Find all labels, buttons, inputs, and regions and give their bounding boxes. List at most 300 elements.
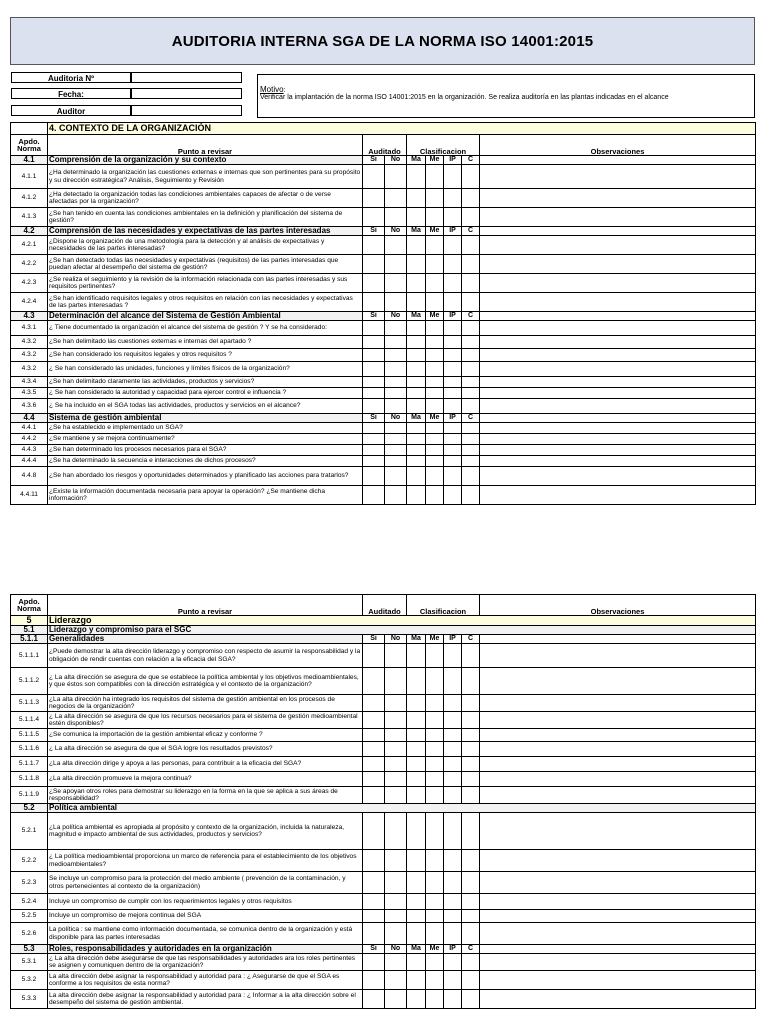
- section-title: Comprensión de las necesidades y expectativas de las partes interesadas: [48, 227, 363, 236]
- check-me[interactable]: [426, 362, 444, 377]
- check-ma[interactable]: [407, 712, 426, 729]
- check-me[interactable]: [426, 910, 444, 923]
- check-si[interactable]: [363, 165, 385, 189]
- check-si[interactable]: [363, 423, 385, 434]
- check-c[interactable]: [462, 668, 480, 695]
- check-c[interactable]: [462, 293, 480, 312]
- check-ip[interactable]: [444, 757, 462, 772]
- check-ip[interactable]: [444, 644, 462, 668]
- check-me[interactable]: [426, 208, 444, 227]
- check-c[interactable]: [462, 910, 480, 923]
- check-ma[interactable]: [407, 894, 426, 910]
- check-no[interactable]: [385, 772, 407, 787]
- observaciones-cell[interactable]: [480, 377, 756, 388]
- check-no[interactable]: [385, 695, 407, 712]
- check-me[interactable]: [426, 423, 444, 434]
- check-si[interactable]: [363, 321, 385, 336]
- check-c[interactable]: [462, 434, 480, 445]
- observaciones-cell[interactable]: [480, 274, 756, 293]
- observaciones-cell[interactable]: [480, 712, 756, 729]
- check-si[interactable]: [363, 255, 385, 274]
- check-ma[interactable]: [407, 388, 426, 399]
- check-ma[interactable]: [407, 321, 426, 336]
- check-ip[interactable]: [444, 456, 462, 467]
- check-si[interactable]: [363, 729, 385, 742]
- check-ma[interactable]: [407, 772, 426, 787]
- check-c[interactable]: [462, 399, 480, 414]
- check-ma[interactable]: [407, 467, 426, 486]
- check-no[interactable]: [385, 445, 407, 456]
- check-ma[interactable]: [407, 399, 426, 414]
- check-me[interactable]: [426, 872, 444, 894]
- observaciones-cell[interactable]: [480, 772, 756, 787]
- check-ip[interactable]: [444, 321, 462, 336]
- check-si[interactable]: [363, 910, 385, 923]
- check-c[interactable]: [462, 894, 480, 910]
- auditoria-field[interactable]: [131, 72, 242, 83]
- check-ma[interactable]: [407, 695, 426, 712]
- check-ip[interactable]: [444, 729, 462, 742]
- check-ma[interactable]: [407, 236, 426, 255]
- check-ip[interactable]: [444, 293, 462, 312]
- check-me[interactable]: [426, 274, 444, 293]
- observaciones-cell[interactable]: [480, 336, 756, 349]
- check-si[interactable]: [363, 486, 385, 505]
- check-me[interactable]: [426, 644, 444, 668]
- question-text: ¿Se comunica la importación de la gestión ambiental eficaz y conforme ?: [48, 729, 363, 742]
- observaciones-cell[interactable]: [480, 165, 756, 189]
- check-si[interactable]: [363, 236, 385, 255]
- check-c[interactable]: [462, 850, 480, 872]
- check-ip[interactable]: [444, 787, 462, 804]
- check-me[interactable]: [426, 695, 444, 712]
- check-ma[interactable]: [407, 434, 426, 445]
- check-me[interactable]: [426, 321, 444, 336]
- question-text: ¿Ha determinado la organización las cuestiones externas e internas que son pertinentes para su propósito y su dirección estratégica? Análisis, Seguimiento y Revisión: [48, 165, 363, 189]
- check-me[interactable]: [426, 712, 444, 729]
- check-no[interactable]: [385, 189, 407, 208]
- check-ip[interactable]: [444, 486, 462, 505]
- check-me[interactable]: [426, 445, 444, 456]
- check-me[interactable]: [426, 757, 444, 772]
- check-ip[interactable]: [444, 850, 462, 872]
- check-me[interactable]: [426, 189, 444, 208]
- check-me[interactable]: [426, 729, 444, 742]
- observaciones-cell[interactable]: [480, 872, 756, 894]
- check-si[interactable]: [363, 894, 385, 910]
- apdo-code: 5.2.3: [11, 872, 48, 894]
- check-me[interactable]: [426, 255, 444, 274]
- check-c[interactable]: [462, 236, 480, 255]
- check-ma[interactable]: [407, 923, 426, 945]
- check-si[interactable]: [363, 742, 385, 757]
- checklist-row: [11, 336, 756, 349]
- check-si[interactable]: [363, 787, 385, 804]
- check-c[interactable]: [462, 388, 480, 399]
- apdo-code: 5.2.6: [11, 923, 48, 945]
- check-si[interactable]: [363, 467, 385, 486]
- check-no[interactable]: [385, 850, 407, 872]
- check-c[interactable]: [462, 255, 480, 274]
- check-ma[interactable]: [407, 165, 426, 189]
- check-c[interactable]: [462, 445, 480, 456]
- col-c-label: C: [462, 312, 480, 321]
- observaciones-cell[interactable]: [480, 189, 756, 208]
- check-ma[interactable]: [407, 757, 426, 772]
- check-si[interactable]: [363, 757, 385, 772]
- check-no[interactable]: [385, 644, 407, 668]
- check-si[interactable]: [363, 772, 385, 787]
- check-c[interactable]: [462, 486, 480, 505]
- check-ip[interactable]: [444, 668, 462, 695]
- check-ip[interactable]: [444, 772, 462, 787]
- check-ip[interactable]: [444, 712, 462, 729]
- check-si[interactable]: [363, 336, 385, 349]
- check-ma[interactable]: [407, 456, 426, 467]
- check-ip[interactable]: [444, 208, 462, 227]
- check-no[interactable]: [385, 894, 407, 910]
- observaciones-cell[interactable]: [480, 644, 756, 668]
- check-ma[interactable]: [407, 349, 426, 362]
- observaciones-cell[interactable]: [480, 255, 756, 274]
- check-no[interactable]: [385, 362, 407, 377]
- check-c[interactable]: [462, 971, 480, 990]
- check-ma[interactable]: [407, 729, 426, 742]
- check-ip[interactable]: [444, 695, 462, 712]
- observaciones-cell[interactable]: [480, 486, 756, 505]
- observaciones-cell[interactable]: [480, 910, 756, 923]
- check-no[interactable]: [385, 321, 407, 336]
- check-c[interactable]: [462, 377, 480, 388]
- check-ma[interactable]: [407, 971, 426, 990]
- apdo-code: 5.2.1: [11, 813, 48, 850]
- check-c[interactable]: [462, 729, 480, 742]
- observaciones-cell[interactable]: [480, 971, 756, 990]
- check-si[interactable]: [363, 813, 385, 850]
- check-ip[interactable]: [444, 377, 462, 388]
- check-no[interactable]: [385, 434, 407, 445]
- apdo-code: 4.2.4: [11, 293, 48, 312]
- check-ma[interactable]: [407, 872, 426, 894]
- checklist-row: [11, 712, 756, 729]
- check-me[interactable]: [426, 336, 444, 349]
- check-ma[interactable]: [407, 255, 426, 274]
- observaciones-cell[interactable]: [480, 757, 756, 772]
- question-text: La alta dirección debe asignar la responsabilidad y autoridad para : ¿ Informar a la alta dirección sobre el desempeño del sistema de gestión ambiental.: [48, 990, 363, 1009]
- check-me[interactable]: [426, 813, 444, 850]
- check-ip[interactable]: [444, 813, 462, 850]
- observaciones-cell[interactable]: [480, 445, 756, 456]
- check-me[interactable]: [426, 236, 444, 255]
- check-me[interactable]: [426, 349, 444, 362]
- check-si[interactable]: [363, 971, 385, 990]
- check-me[interactable]: [426, 742, 444, 757]
- check-c[interactable]: [462, 423, 480, 434]
- check-no[interactable]: [385, 910, 407, 923]
- check-ma[interactable]: [407, 850, 426, 872]
- check-si[interactable]: [363, 990, 385, 1009]
- check-no[interactable]: [385, 990, 407, 1009]
- check-ip[interactable]: [444, 399, 462, 414]
- check-si[interactable]: [363, 189, 385, 208]
- observaciones-cell[interactable]: [480, 349, 756, 362]
- question-text: ¿ La política medioambiental proporciona un marco de referencia para el establecimiento de los objetivos medioambientales?: [48, 850, 363, 872]
- check-me[interactable]: [426, 434, 444, 445]
- check-c[interactable]: [462, 872, 480, 894]
- check-ma[interactable]: [407, 362, 426, 377]
- check-no[interactable]: [385, 872, 407, 894]
- check-si[interactable]: [363, 362, 385, 377]
- check-si[interactable]: [363, 668, 385, 695]
- check-c[interactable]: [462, 274, 480, 293]
- observaciones-cell[interactable]: [480, 467, 756, 486]
- check-c[interactable]: [462, 772, 480, 787]
- observaciones-cell[interactable]: [480, 787, 756, 804]
- observaciones-cell[interactable]: [480, 668, 756, 695]
- section-header-row: [11, 156, 756, 165]
- check-ip[interactable]: [444, 189, 462, 208]
- check-me[interactable]: [426, 990, 444, 1009]
- question-text: ¿ Se han considerado las unidades, funciones y límites físicos de la organización?: [48, 362, 363, 377]
- check-ip[interactable]: [444, 954, 462, 971]
- check-ip[interactable]: [444, 274, 462, 293]
- check-ip[interactable]: [444, 445, 462, 456]
- check-ma[interactable]: [407, 293, 426, 312]
- check-c[interactable]: [462, 165, 480, 189]
- observaciones-cell[interactable]: [480, 236, 756, 255]
- check-me[interactable]: [426, 772, 444, 787]
- check-ip[interactable]: [444, 349, 462, 362]
- check-c[interactable]: [462, 712, 480, 729]
- check-ip[interactable]: [444, 742, 462, 757]
- check-me[interactable]: [426, 399, 444, 414]
- check-no[interactable]: [385, 813, 407, 850]
- check-me[interactable]: [426, 787, 444, 804]
- check-no[interactable]: [385, 236, 407, 255]
- check-me[interactable]: [426, 894, 444, 910]
- check-no[interactable]: [385, 388, 407, 399]
- check-no[interactable]: [385, 165, 407, 189]
- check-ip[interactable]: [444, 872, 462, 894]
- check-no[interactable]: [385, 255, 407, 274]
- check-c[interactable]: [462, 695, 480, 712]
- check-no[interactable]: [385, 954, 407, 971]
- check-no[interactable]: [385, 349, 407, 362]
- observaciones-cell[interactable]: [480, 954, 756, 971]
- check-c[interactable]: [462, 208, 480, 227]
- check-ip[interactable]: [444, 362, 462, 377]
- fecha-field[interactable]: [131, 88, 242, 99]
- check-me[interactable]: [426, 388, 444, 399]
- check-si[interactable]: [363, 872, 385, 894]
- check-ma[interactable]: [407, 990, 426, 1009]
- check-si[interactable]: [363, 695, 385, 712]
- section-observaciones: [480, 227, 756, 236]
- check-no[interactable]: [385, 423, 407, 434]
- check-si[interactable]: [363, 388, 385, 399]
- check-ip[interactable]: [444, 434, 462, 445]
- check-c[interactable]: [462, 456, 480, 467]
- check-no[interactable]: [385, 923, 407, 945]
- check-ma[interactable]: [407, 377, 426, 388]
- check-ip[interactable]: [444, 423, 462, 434]
- check-ma[interactable]: [407, 189, 426, 208]
- check-si[interactable]: [363, 923, 385, 945]
- check-no[interactable]: [385, 336, 407, 349]
- check-c[interactable]: [462, 787, 480, 804]
- observaciones-cell[interactable]: [480, 399, 756, 414]
- check-me[interactable]: [426, 165, 444, 189]
- check-si[interactable]: [363, 349, 385, 362]
- observaciones-cell[interactable]: [480, 321, 756, 336]
- check-ma[interactable]: [407, 208, 426, 227]
- check-si[interactable]: [363, 954, 385, 971]
- observaciones-cell[interactable]: [480, 293, 756, 312]
- check-ma[interactable]: [407, 813, 426, 850]
- apdo-code: 5.3.3: [11, 990, 48, 1009]
- check-si[interactable]: [363, 644, 385, 668]
- check-me[interactable]: [426, 377, 444, 388]
- check-ip[interactable]: [444, 255, 462, 274]
- subsection-header-row: [11, 804, 756, 813]
- observaciones-cell[interactable]: [480, 923, 756, 945]
- check-c[interactable]: [462, 336, 480, 349]
- check-si[interactable]: [363, 712, 385, 729]
- check-ip[interactable]: [444, 388, 462, 399]
- check-me[interactable]: [426, 456, 444, 467]
- check-ip[interactable]: [444, 336, 462, 349]
- apdo-code: 4.3.2: [11, 362, 48, 377]
- check-me[interactable]: [426, 293, 444, 312]
- check-si[interactable]: [363, 434, 385, 445]
- col-si-label: Si: [363, 635, 385, 644]
- check-no[interactable]: [385, 486, 407, 505]
- check-c[interactable]: [462, 362, 480, 377]
- check-ma[interactable]: [407, 274, 426, 293]
- check-ip[interactable]: [444, 923, 462, 945]
- check-si[interactable]: [363, 274, 385, 293]
- check-c[interactable]: [462, 189, 480, 208]
- check-me[interactable]: [426, 668, 444, 695]
- check-si[interactable]: [363, 399, 385, 414]
- check-ma[interactable]: [407, 423, 426, 434]
- check-me[interactable]: [426, 467, 444, 486]
- observaciones-cell[interactable]: [480, 850, 756, 872]
- col-si-label: Si: [363, 156, 385, 165]
- check-c[interactable]: [462, 813, 480, 850]
- observaciones-cell[interactable]: [480, 990, 756, 1009]
- check-c[interactable]: [462, 321, 480, 336]
- check-ma[interactable]: [407, 742, 426, 757]
- check-no[interactable]: [385, 377, 407, 388]
- checklist-row: [11, 644, 756, 668]
- observaciones-cell[interactable]: [480, 742, 756, 757]
- check-no[interactable]: [385, 742, 407, 757]
- check-me[interactable]: [426, 971, 444, 990]
- checklist-row: [11, 362, 756, 377]
- check-me[interactable]: [426, 954, 444, 971]
- observaciones-cell[interactable]: [480, 894, 756, 910]
- check-ip[interactable]: [444, 894, 462, 910]
- observaciones-cell[interactable]: [480, 434, 756, 445]
- observaciones-cell[interactable]: [480, 729, 756, 742]
- check-ma[interactable]: [407, 486, 426, 505]
- col-me-label: Me: [426, 635, 444, 644]
- checklist-row: [11, 695, 756, 712]
- check-no[interactable]: [385, 399, 407, 414]
- checklist-row: [11, 445, 756, 456]
- check-c[interactable]: [462, 742, 480, 757]
- check-ma[interactable]: [407, 787, 426, 804]
- check-ip[interactable]: [444, 236, 462, 255]
- check-si[interactable]: [363, 456, 385, 467]
- check-no[interactable]: [385, 467, 407, 486]
- check-no[interactable]: [385, 757, 407, 772]
- check-ma[interactable]: [407, 668, 426, 695]
- check-si[interactable]: [363, 293, 385, 312]
- check-si[interactable]: [363, 850, 385, 872]
- check-c[interactable]: [462, 990, 480, 1009]
- check-no[interactable]: [385, 208, 407, 227]
- check-c[interactable]: [462, 349, 480, 362]
- check-ip[interactable]: [444, 910, 462, 923]
- check-ma[interactable]: [407, 910, 426, 923]
- check-no[interactable]: [385, 787, 407, 804]
- section-code: 5.1.1: [11, 635, 48, 644]
- check-ma[interactable]: [407, 445, 426, 456]
- check-ip[interactable]: [444, 971, 462, 990]
- check-ma[interactable]: [407, 644, 426, 668]
- check-me[interactable]: [426, 850, 444, 872]
- check-c[interactable]: [462, 757, 480, 772]
- check-ma[interactable]: [407, 954, 426, 971]
- check-ip[interactable]: [444, 467, 462, 486]
- observaciones-cell[interactable]: [480, 695, 756, 712]
- question-text: ¿La alta dirección promueve la mejora continua?: [48, 772, 363, 787]
- observaciones-cell[interactable]: [480, 208, 756, 227]
- check-me[interactable]: [426, 486, 444, 505]
- apdo-code: 5.3.1: [11, 954, 48, 971]
- check-no[interactable]: [385, 293, 407, 312]
- check-c[interactable]: [462, 644, 480, 668]
- check-ma[interactable]: [407, 336, 426, 349]
- check-si[interactable]: [363, 208, 385, 227]
- check-ip[interactable]: [444, 990, 462, 1009]
- observaciones-cell[interactable]: [480, 362, 756, 377]
- check-si[interactable]: [363, 445, 385, 456]
- apdo-code: 4.2.1: [11, 236, 48, 255]
- check-c[interactable]: [462, 954, 480, 971]
- check-me[interactable]: [426, 923, 444, 945]
- col-no-label: No: [385, 227, 407, 236]
- check-no[interactable]: [385, 274, 407, 293]
- observaciones-cell[interactable]: [480, 423, 756, 434]
- section-title: Liderazgo y compromiso para el SGC: [48, 626, 756, 635]
- auditor-field[interactable]: [131, 105, 242, 116]
- check-no[interactable]: [385, 712, 407, 729]
- check-c[interactable]: [462, 467, 480, 486]
- observaciones-cell[interactable]: [480, 813, 756, 850]
- observaciones-cell[interactable]: [480, 456, 756, 467]
- check-no[interactable]: [385, 971, 407, 990]
- check-no[interactable]: [385, 729, 407, 742]
- check-ip[interactable]: [444, 165, 462, 189]
- check-no[interactable]: [385, 456, 407, 467]
- check-no[interactable]: [385, 668, 407, 695]
- check-c[interactable]: [462, 923, 480, 945]
- observaciones-cell[interactable]: [480, 388, 756, 399]
- check-si[interactable]: [363, 377, 385, 388]
